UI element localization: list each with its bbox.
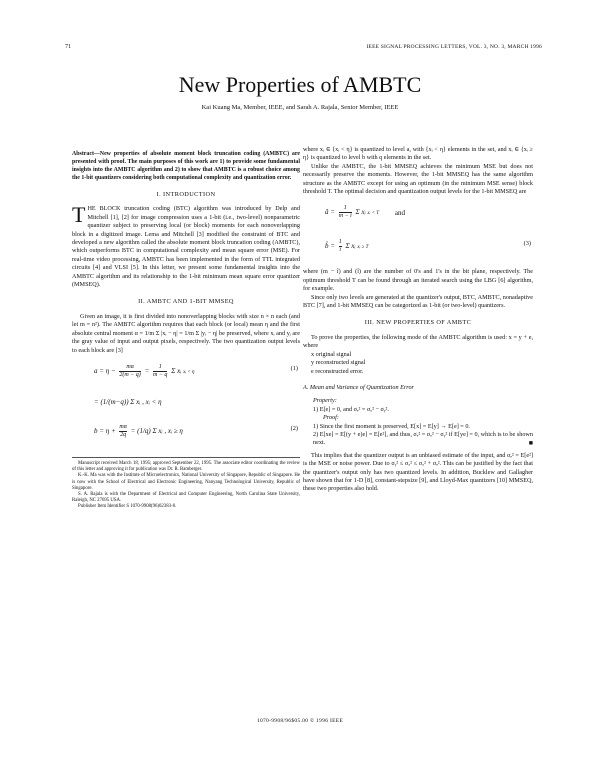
eq2-b-rest: = (1/q) Σ xᵢ , xᵢ ≥ η [130,427,183,436]
author-line: Kai Kuang Ma, Member, IEEE, and Sarah A. Rajala, Senior Member, IEEE [201,104,399,111]
proof-label: Proof: [323,414,339,422]
props-paragraph: To prove the properties, the following mode of the AMBTC algorithm is used: x = y + e, where [303,333,533,350]
eq3-a-lhs: â = [325,208,335,217]
props-list-item: y reconstructed signal [311,359,366,367]
mmseq-after-2: Since only two levels are generated at the quantizer's output, BTC, AMBTC, nonadaptive BTC [7], and 1-bit MMSEQ can be categorized as 1-bit (or two-level) quantizers. [303,293,533,310]
eq2-number: (2) [290,424,298,432]
equation-1 [72,359,300,389]
eq1-number: (1) [290,364,298,372]
footnote-received: Manuscript received March 18, 1995; approved September 22, 1995. The associate editor coordinating the review of this letter and approving it for publication was Dr. R. Bamberger. [72,460,300,473]
eq2-b-num: mα [119,423,127,430]
property-item [313,431,533,448]
property-label: Property: [313,397,337,405]
eq3-b-num: 1 [338,239,342,246]
footnote-pii: Publisher Item Identifier S 1070-9908(96)02383-8. [78,504,177,510]
page-number: 71 [65,44,71,50]
right-column [303,146,533,494]
abstract: Abstract—New properties of absolute moment block truncation coding (AMBTC) are presented with proof. The main purposes of this work are 1) to provide some fundamental insights into the AMBTC algorithm and 2) to show that AMBTC is a robust choice among the 1-bit quantizers considering both computational complexity and quantization error. [72,151,300,181]
props-list [303,351,533,376]
equation-1-continued [72,393,300,415]
paper-title: New Properties of AMBTC [178,72,422,97]
eq3-b-sum: Σ xᵢ [345,242,356,251]
eq1-a-sum: Σ xᵢ [171,367,182,376]
footnote [72,457,300,511]
eq3-b-lhs: b̂ = [325,242,335,251]
eq3-b-sub: xᵢ ≥ T [357,245,369,251]
eq1-a-lhs: a = η − [94,367,116,376]
eq2-b-lhs: b = η + [94,427,116,436]
property-item: 1) E[e] = 0, and σₑ² = σₓ² − σᵧ². [313,405,389,413]
mmseq-after: where (m − î) and (î) are the number of 0's and 1's in the bit plane, respectively. The optimum threshold T can be found through an iterated search using the LBG [6] algorithm, for example. [303,268,533,293]
mmseq-paragraph: Unlike the AMBTC, the 1-bit MMSEQ achieves the minimum MSE but does not necessarily preserve the moments. However, the 1-bit MMSEQ has the same algorithm structure as the AMBTC except for using an optimum (in the minimum MSE sense) block threshold T. The optimal decision and quantization output levels for the 1-bit MMSEQ are [303,162,533,196]
property-item: 1) Since the first moment is preserved, E[x] = E[y] → E[e] = 0. [313,422,470,430]
footnote-affiliation-2: S. A. Rajala is with the Department of Electrical and Computer Engineering, North Carolina State University, Raleigh, NC 27695 USA. [72,491,300,504]
eq1-a-frac-den: m − q [153,371,168,378]
left-column [72,150,300,511]
eq1-a-frac-num: 1 [158,363,162,370]
journal-header: IEEE SIGNAL PROCESSING LETTERS, VOL. 3, NO. 3, MARCH 1996 [366,44,542,50]
drop-cap: T [72,202,86,228]
props-list-item: x original signal [311,350,352,358]
eq1-a-sub: xᵢ < η [183,370,195,376]
intro-text: HE BLOCK truncation coding (BTC) algorithm was introduced by Delp and Mitchell [1], [2] for image compression uses a 1-bit (i.e., two-level) nonparametric quantizer subject to preserving local (or block) moments for each nonoverlapping block in a digitized image. Lema and Mitchell [3] modified the constraint of BTC and developed a new algorithm called the absolute moment block truncation coding (AMBTC), which outperforms BTC in computational complexity and mean square error (MSE). For real-time video processing, AMBTC has been implemented in the form of TTL integrated circuits [4] and VLSI [5]. In this letter, we present some fundamental insights into the AMBTC algorithm and its relationship to the 1-bit minimum mean square error quantizer (MMSEQ). [72,205,300,289]
equation-3 [303,200,533,230]
closing-paragraph: This implies that the quantizer output is an unbiased estimate of the input, and σₑ² = E[e²] is the MSE or noise power. Due to σᵧ² ≤ σₓ² ≤ σₓ² + σₑ². This can be justified by the fact that the quantizer's output only has two quantized levels. In addition, Bucklew and Gallagher have shown that for 1-D [8], constant-stepsize [9], and Lloyd-Max quantizers [10] MMSEQ, these two properties also hold. [303,451,533,493]
section-heading-introduction: I. INTRODUCTION [156,191,216,198]
intro-paragraph [72,202,300,289]
eq3-a-num: 1 [343,205,347,212]
eq1-a-eq: = [144,367,150,376]
eq1-a-num: mα [126,363,134,370]
eq3-a-den: m − î [338,213,352,220]
eq3-a-sum: Σ xᵢ [355,208,366,217]
section-heading-ambtc: II. AMBTC AND 1-BIT MMSEQ [138,298,234,306]
qed-mark: ■ [528,439,533,448]
subsection-heading-a: A. Mean and Variance of Quantization Error [303,383,414,391]
section-heading-properties: III. NEW PROPERTIES OF AMBTC [364,319,472,327]
copyright-footer: 1070-9908/96$05.00 © 1996 IEEE [256,718,344,724]
property-block [313,397,533,447]
equation-3-b [303,234,533,264]
right-intro: where xᵢ ∈ {xᵢ < η} is quantized to level a, with {xᵢ < η} elements in the set, and xᵢ ∈ {xᵢ ≥ η} is quantized to level b with q elements in the set. [303,146,533,162]
ambtc-paragraph: Given an image, it is first divided into nonoverlapping blocks with size n × n each (and let m = n²). The AMBTC algorithm requires that each block (or local) mean η and the first absolute central moment α = 1/m Σ |xᵢ − η| = 1/m Σ |yᵢ − η| be preserved, where xᵢ and yᵢ are the gray value of input and output pixels, respectively. The two quantization output levels to each block are [3] [72,312,300,354]
eq3-and: and [394,208,405,217]
eq2-b-den: 2q [120,431,127,438]
property-item-text: 2) E[xe] = E[(y + e)e] = E[e²], and thus, σₑ² = σₓ² − σᵧ² if E[ye] = 0, which is to be shown next. [313,430,533,447]
eq3-a-sub: xᵢ < T [367,211,380,217]
eq1-a-den: 2(m − q) [119,371,141,378]
props-list-item: e reconstructed error. [311,367,364,375]
equation-2 [72,419,300,449]
eq3-b-den: î [339,247,342,254]
eq1-mid: = (1/(m−q)) Σ xᵢ , xᵢ < η [94,397,162,406]
footnote-affiliation-1: K.-K. Ma was with the Institute of Microelectronics, National University of Singapore, Republic of Singapore. He is now with the School of Electrical and Electronic Engineering, Nanyang Technological University, Republic of Singapore. [72,473,300,491]
eq3-number: (3) [523,240,531,248]
